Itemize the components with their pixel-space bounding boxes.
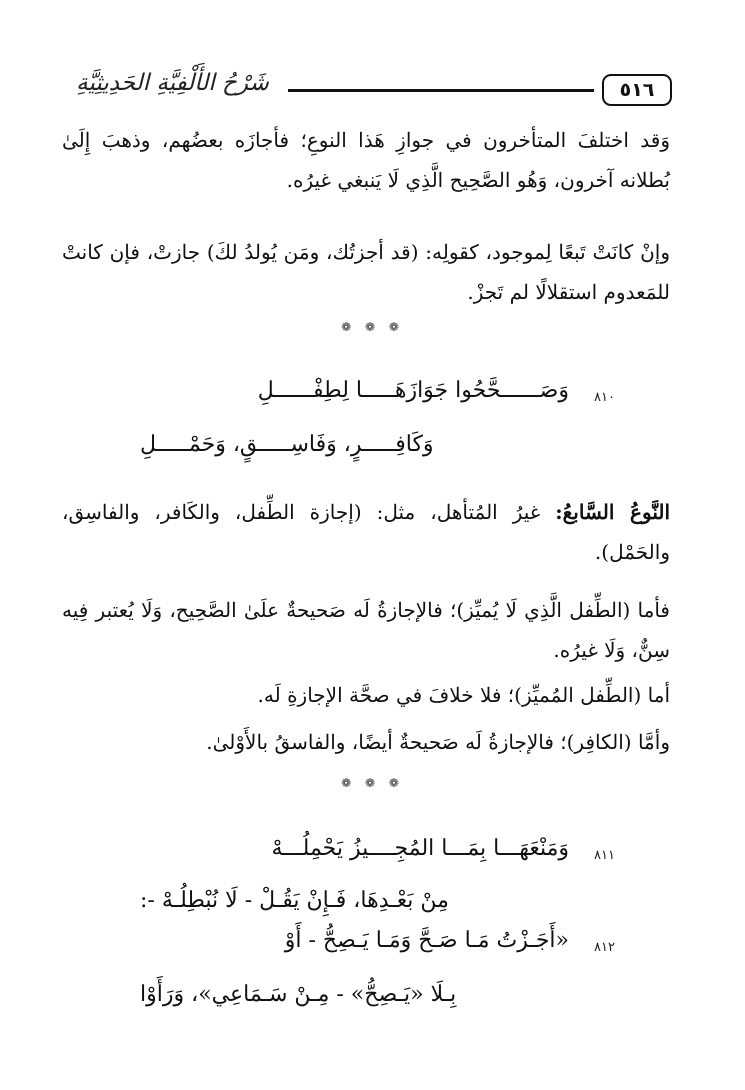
verse-811-line-2: مِنْ بَعْـدِهَا، فَـإِنْ يَقُـلْ - لَا نُبْطِلُـهْ -: (140, 888, 449, 913)
paragraph-text: أما (الطِّفل المُميِّز)؛ فلا خلافَ في صحَّة الإجازةِ لَه. (257, 683, 670, 707)
paragraph-text: فأما (الطِّفل الَّذِي لَا يُميِّز)؛ فالإجازةُ لَه صَحيحةٌ علَىٰ الصَّحِيح، وَلَا يُعتبر فِيه سِنٌّ، وَلَا غيرُه. (62, 598, 670, 662)
paragraph-6 (62, 722, 670, 762)
verse-812-line-1: «أَجَـزْتُ مَـا صَـحَّ وَمَـا يَـصِحُّ - أَوْ (284, 928, 569, 953)
page-header (60, 62, 672, 118)
verse-812-line-2: بِـلَا «يَـصِحُّ» - مِـنْ سَـمَاعِي»، وَرَأَوْا (140, 982, 457, 1007)
verse-810-line-2: وَكَافِـــــرٍ، وَفَاسِـــــقٍ، وَحَمْـــــلِ (140, 432, 434, 457)
paragraph-text: وأمَّا (الكافِر)؛ فالإجازةُ لَه صَحيحةٌ أيضًا، والفاسقُ بالأَوْلىٰ. (206, 730, 670, 754)
paragraph-1 (62, 120, 670, 200)
verse-811-line-1: وَمَنْعَهَـــا بِمَـــا المُجِــــيزُ يَحْمِلُـــهْ (271, 836, 569, 861)
page-number: ٥١٦ (619, 79, 655, 101)
verse-number: ٨١٠ (594, 390, 615, 405)
ornament-separator: ❁ ❁ ❁ (341, 320, 404, 334)
paragraph-2 (62, 232, 670, 312)
paragraph-text: وَقد اختلفَ المتأخرون في جوازِ هَذا النوعِ؛ فأجازَه بعضُهم، وذهبَ إِلَىٰ بُطلانه آخرون، وَهُو الصَّحِيح الَّذِي لَا يَنبغي غيرُه. (62, 128, 670, 192)
paragraph-type-7 (62, 492, 670, 572)
running-title: شَرْحُ الأَلْفِيَّةِ الحَدِيثِيَّةِ (76, 70, 269, 96)
paragraph-text: غيرُ المُتأهل، مثل: (إجازة الطِّفل، والكَافر، والفاسِق، والحَمْل). (62, 500, 670, 564)
paragraph-5 (62, 675, 670, 715)
page-number-badge (602, 74, 672, 106)
ornament-separator: ❁ ❁ ❁ (341, 776, 404, 790)
section-heading: النَّوعُ السَّابعُ: (555, 500, 670, 524)
header-rule (288, 89, 594, 92)
verse-number: ٨١١ (594, 848, 615, 863)
paragraph-4 (62, 590, 670, 670)
verse-810-line-1: وَصَــــــحَّحُوا جَوَازَهَـــــا لِطِفْــــــلِ (257, 378, 569, 403)
paragraph-text: وإنْ كانَتْ تَبعًا لِموجود، كقولِه: (قد أجزتُك، ومَن يُولدُ لكَ) جازتْ، فإن كانتْ للمَعدوم استقلالًا لم تَجزْ. (62, 240, 670, 304)
verse-number: ٨١٢ (594, 940, 615, 955)
